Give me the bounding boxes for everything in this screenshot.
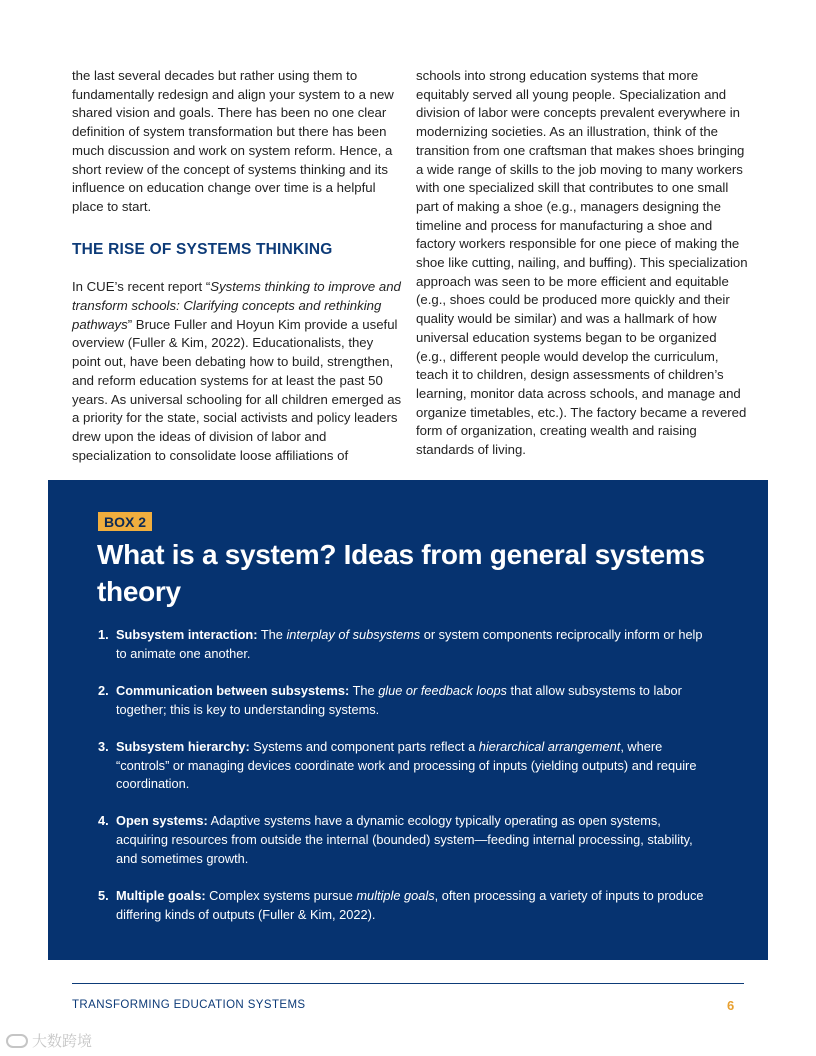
item-number: 4.	[98, 813, 109, 829]
item-number: 3.	[98, 738, 109, 754]
item-text: Adaptive systems have a dynamic ecology typically operating as open systems, acquiring resources from outside the internal (bounded) system—feeding internal processing, stability, and sometimes growth.	[116, 813, 693, 866]
item-text: The	[349, 682, 379, 698]
item-number: 2.	[98, 682, 109, 698]
item-term: Open systems:	[116, 813, 208, 829]
list-item	[98, 626, 708, 663]
box-title: What is a system? Ideas from general systems theory	[97, 539, 705, 607]
item-term: Subsystem hierarchy:	[116, 738, 250, 754]
item-text: The	[257, 627, 287, 642]
right-paragraph-1: schools into strong education systems that more equitably served all young people. Specialization and division of labor were concepts prevalent everywhere in modernizing societies. As an illustration, think of the transition from one craftsman that makes shoes bringing a wide range of skills to the job moving to many workers with one specialized skill that contributes to one small part of making a shoe (e.g., managers designing the timeline and process for manufacturing a shoe and factory workers responsible for one piece of making the shoe like cutting, nailing, and buffing). This specialization approach was seen to be more efficient and equitable (e.g., shoes could be produced more quickly and their quality would be similar) and was a hallmark of how universal education systems began to be organized (e.g., different people would develop the curriculum, teach it to children, design assessments of children’s learning, monitor data across schools, and manage and organize timetables, etc.). The factory became a revered form of organization, creating wealth and raising standards of living.	[416, 68, 748, 458]
list-item	[98, 738, 708, 794]
footer-title: TRANSFORMING EDUCATION SYSTEMS	[72, 999, 306, 1011]
section-heading: THE RISE OF SYSTEMS THINKING	[72, 240, 333, 258]
item-emphasis: interplay of subsystems	[286, 627, 421, 642]
left-paragraph-2	[72, 278, 402, 465]
watermark-text: 大数跨境	[32, 1033, 93, 1050]
list-item	[98, 812, 708, 868]
item-term: Subsystem interaction:	[116, 627, 258, 642]
item-number: 1.	[98, 627, 109, 642]
watermark	[6, 1030, 92, 1051]
list-item	[98, 682, 708, 719]
item-text: , often processing a variety of inputs to produce differing kinds of outputs (Fuller & Kim, 2022).	[116, 888, 704, 922]
item-text: or system components reciprocally inform or help to animate one another.	[116, 627, 703, 661]
item-emphasis: hierarchical arrangement	[478, 738, 621, 754]
left-paragraph-1: the last several decades but rather using them to fundamentally redesign and align your system to a new shared vision and goals. There has been no one clear definition of system transformation but there has been much discussion and work on system reform. Hence, a short review of the concept of systems thinking and its influence on education change over time is a helpful place to start.	[72, 68, 394, 214]
box-label: BOX 2	[98, 512, 152, 531]
item-text: Systems and component parts reflect a	[249, 738, 479, 754]
watermark-logo-icon	[6, 1034, 28, 1048]
item-term: Multiple goals:	[116, 888, 206, 904]
item-number: 5.	[98, 888, 109, 904]
box-2-panel	[48, 480, 768, 960]
list-item	[98, 887, 708, 924]
item-emphasis: glue or feedback loops	[378, 682, 507, 698]
item-text: Complex systems pursue	[205, 888, 357, 904]
p2-rest: ” Bruce Fuller and Hoyun Kim provide a useful overview (Fuller & Kim, 2022). Educationalists, they point out, have been debating how to build, strengthen, and reform education systems for at least the past 50 years. As universal schooling for all children emerged as a priority for the state, social activists and policy leaders drew upon the ideas of division of labor and specialization to consolidate loose affiliations of	[72, 316, 402, 463]
item-emphasis: multiple goals	[356, 888, 435, 904]
report-title: Systems thinking to improve and transform schools: Clarifying concepts and rethinking pathways	[72, 279, 401, 332]
footer-divider	[72, 983, 744, 984]
item-text: , where “controls” or managing devices coordinate work and processing of inputs (yielding outputs) and require coordination.	[116, 738, 697, 792]
left-column	[72, 67, 402, 465]
right-column	[416, 67, 749, 460]
item-term: Communication between subsystems:	[116, 682, 350, 698]
p2-intro: In CUE’s recent report “	[72, 279, 211, 295]
box-list	[98, 626, 708, 943]
item-text: that allow subsystems to labor together; this is key to understanding systems.	[116, 682, 682, 717]
page-number: 6	[727, 998, 735, 1013]
